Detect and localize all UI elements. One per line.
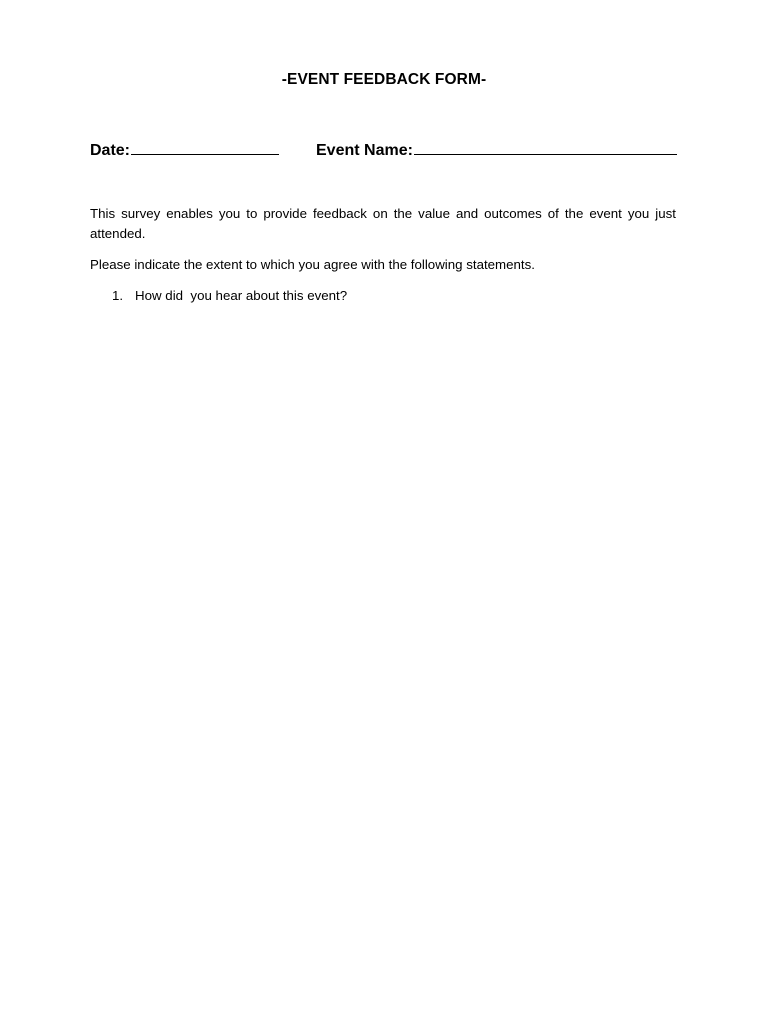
header-fields — [90, 140, 690, 162]
instruction-paragraph: Please indicate the extent to which you agree with the following statements. — [90, 257, 535, 272]
date-field — [90, 140, 279, 160]
event-name-blank-line[interactable] — [414, 140, 677, 155]
question-item — [112, 286, 347, 306]
event-name-label: Event Name: — [316, 142, 413, 159]
form-title: -EVENT FEEDBACK FORM- — [281, 71, 487, 88]
question-list — [112, 286, 347, 306]
question-text: How did you hear about this event? — [135, 288, 348, 303]
question-number: 1. — [112, 288, 124, 303]
event-name-field — [316, 140, 677, 160]
date-label: Date: — [90, 142, 131, 159]
date-blank-line[interactable] — [131, 140, 279, 155]
intro-paragraph: This survey enables you to provide feedback on the value and outcomes of the event you just attended. — [90, 206, 676, 241]
